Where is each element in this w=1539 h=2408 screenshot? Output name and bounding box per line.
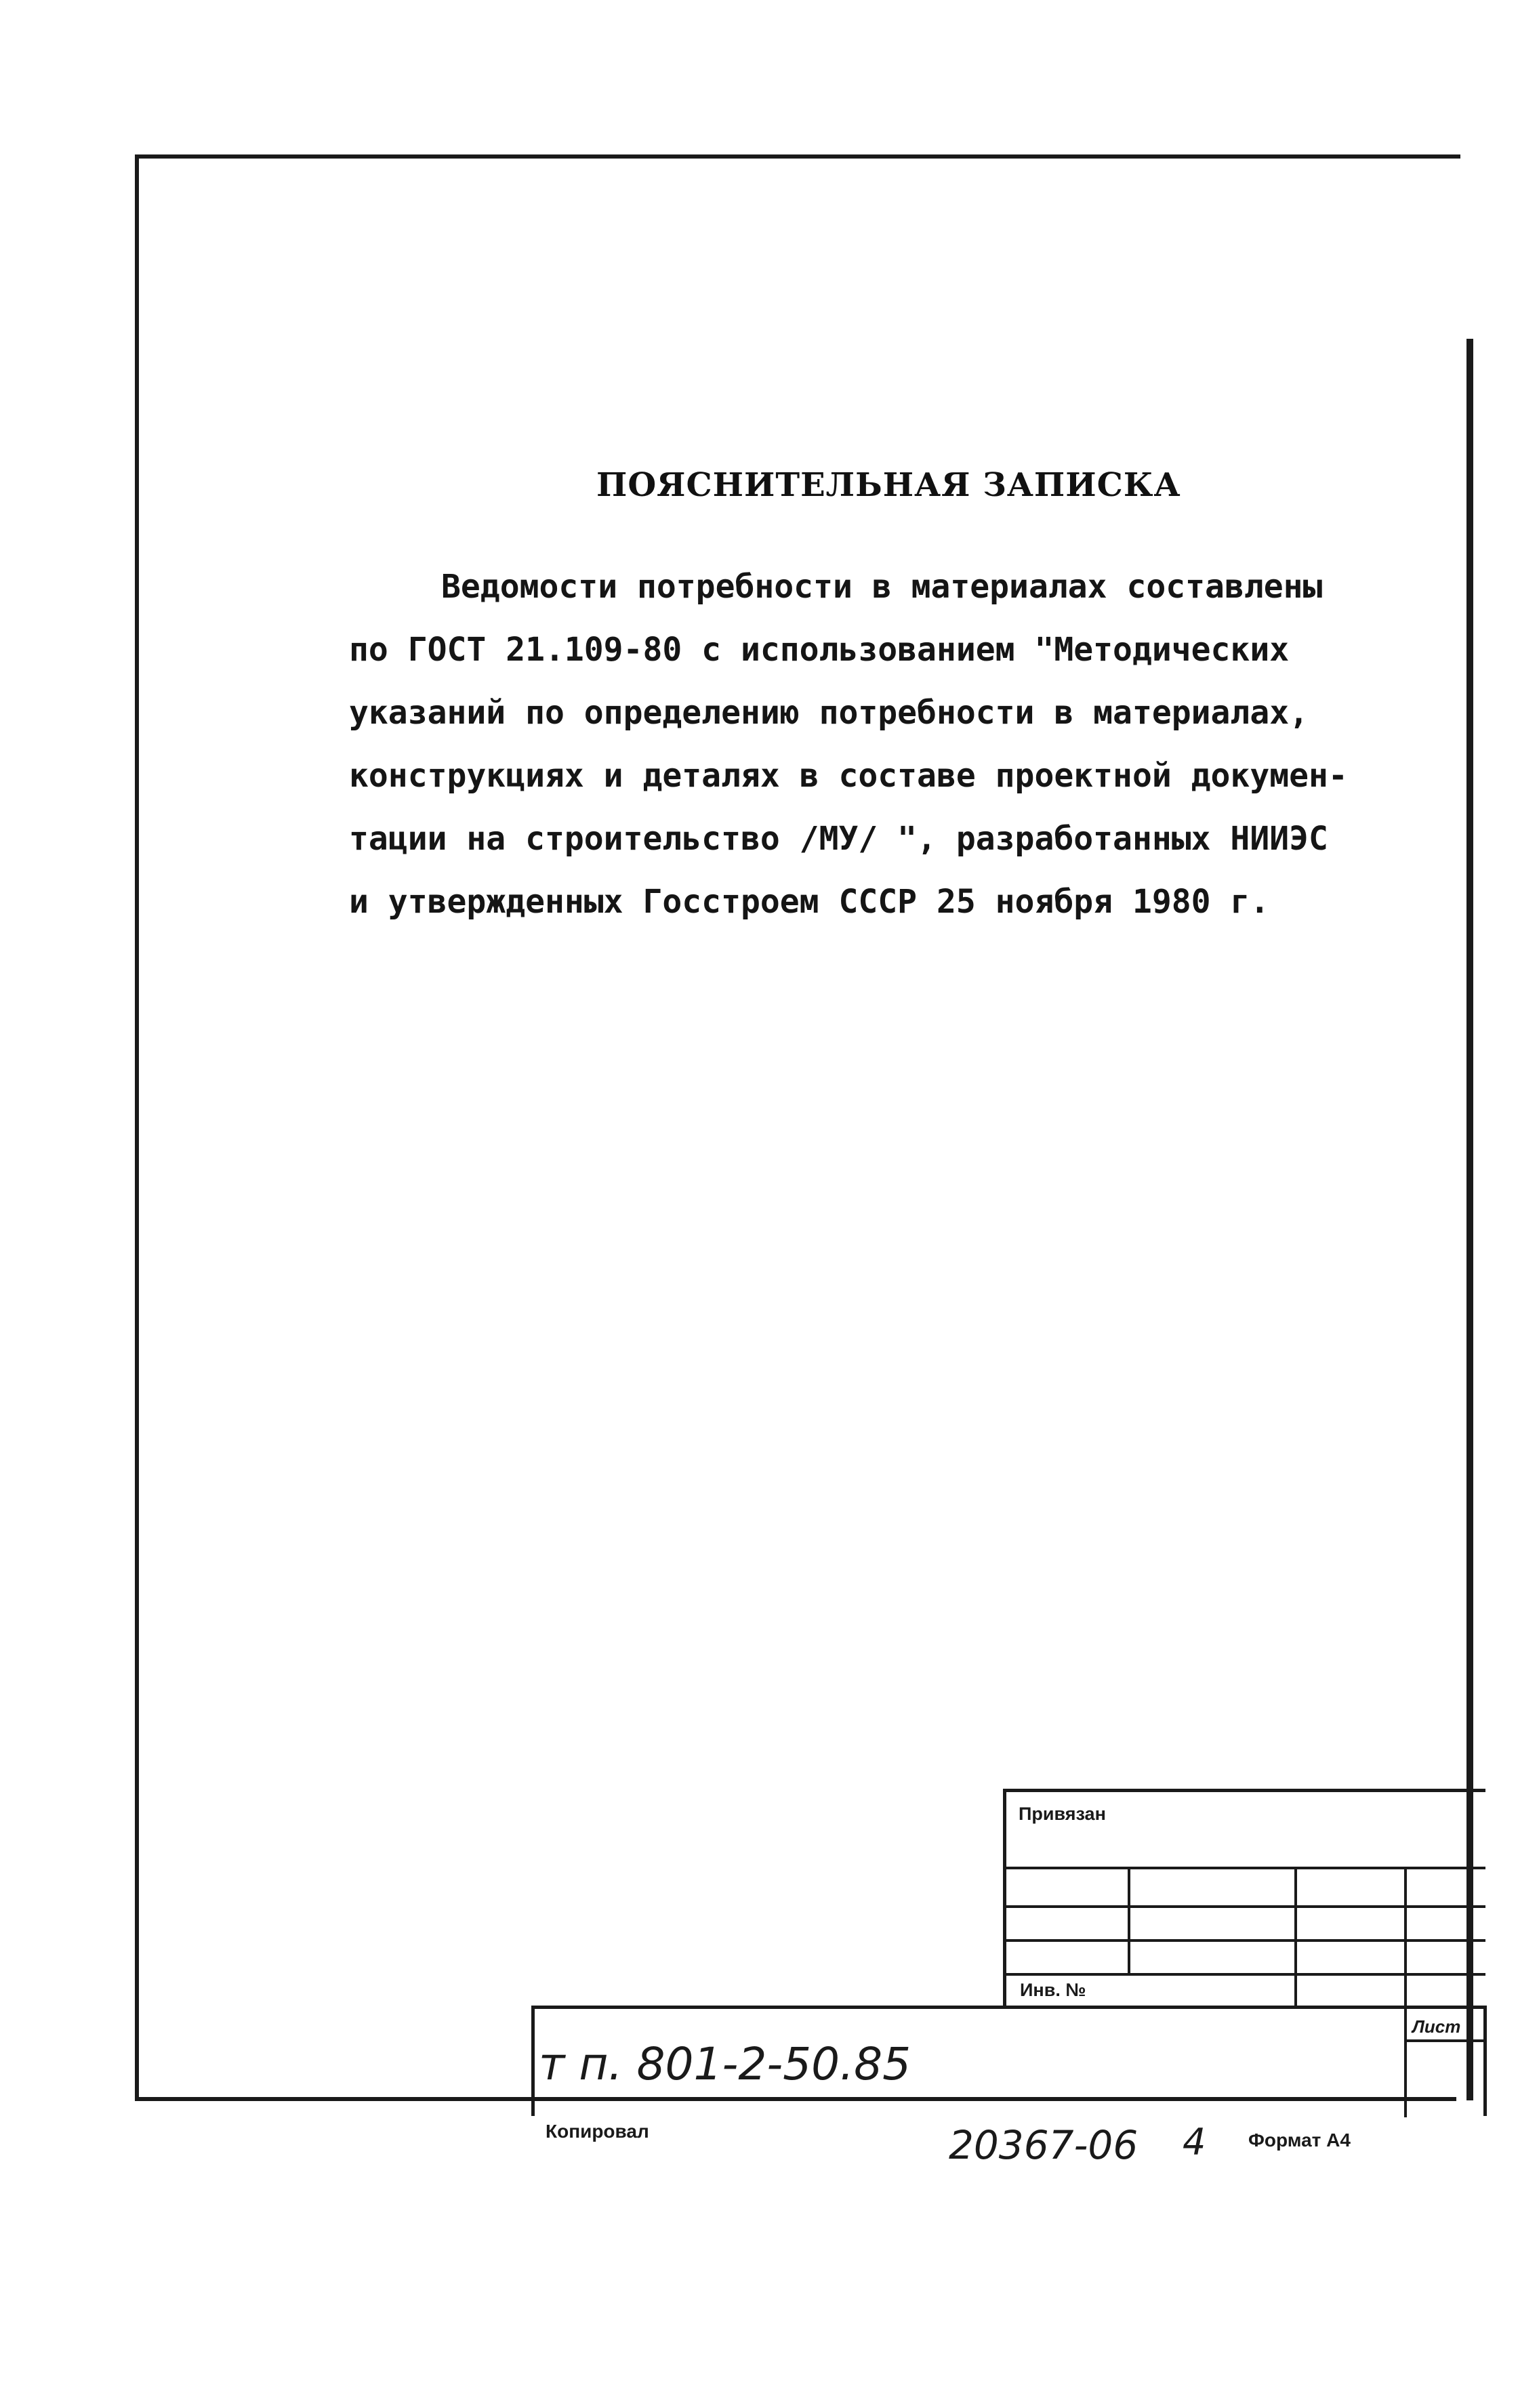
- paragraph-line: конструкциях и деталях в составе проектной докумен-: [349, 757, 1348, 795]
- frame-top-border: [139, 154, 1460, 159]
- paragraph-line: и утвержденных Госстроем СССР 25 ноября 1980 г.: [349, 883, 1270, 921]
- stamp-row-divider: [1003, 1973, 1485, 1976]
- document-title: ПОЯСНИТЕЛЬНАЯ ЗАПИСКА: [596, 466, 1181, 504]
- frame-left-border: [135, 154, 139, 2101]
- privyazan-label: Привязан: [1019, 1804, 1106, 1824]
- stamp-row-divider: [1003, 1939, 1485, 1942]
- paragraph-line: указаний по определению потребности в материалах,: [349, 694, 1309, 732]
- paragraph-line: тации на строительство /МУ/ ", разработанных НИИЭС: [349, 820, 1328, 858]
- explanatory-paragraph: [349, 556, 1352, 934]
- sheet-number: 4: [1183, 2121, 1206, 2163]
- inventory-number-label: Инв. №: [1020, 1980, 1086, 2000]
- stamp-row-divider: [1003, 1867, 1485, 1869]
- format-label: Формат А4: [1248, 2130, 1351, 2151]
- stamp-row-divider: [1003, 1905, 1485, 1908]
- list-label: Лист: [1412, 2016, 1461, 2037]
- sheet-code: 20367-06: [949, 2122, 1138, 2168]
- stamp-col-divider: [1128, 1867, 1130, 1975]
- project-designation: т п. 801-2-50.85: [539, 2038, 911, 2090]
- list-cell-divider: [1404, 2039, 1487, 2042]
- paragraph-line: Ведомости потребности в материалах составлены: [441, 568, 1323, 606]
- stamp-col-divider: [1294, 1867, 1297, 2009]
- paragraph-line: по ГОСТ 21.109-80 с использованием "Методических: [349, 631, 1290, 669]
- kopiroval-label: Копировал: [546, 2121, 649, 2142]
